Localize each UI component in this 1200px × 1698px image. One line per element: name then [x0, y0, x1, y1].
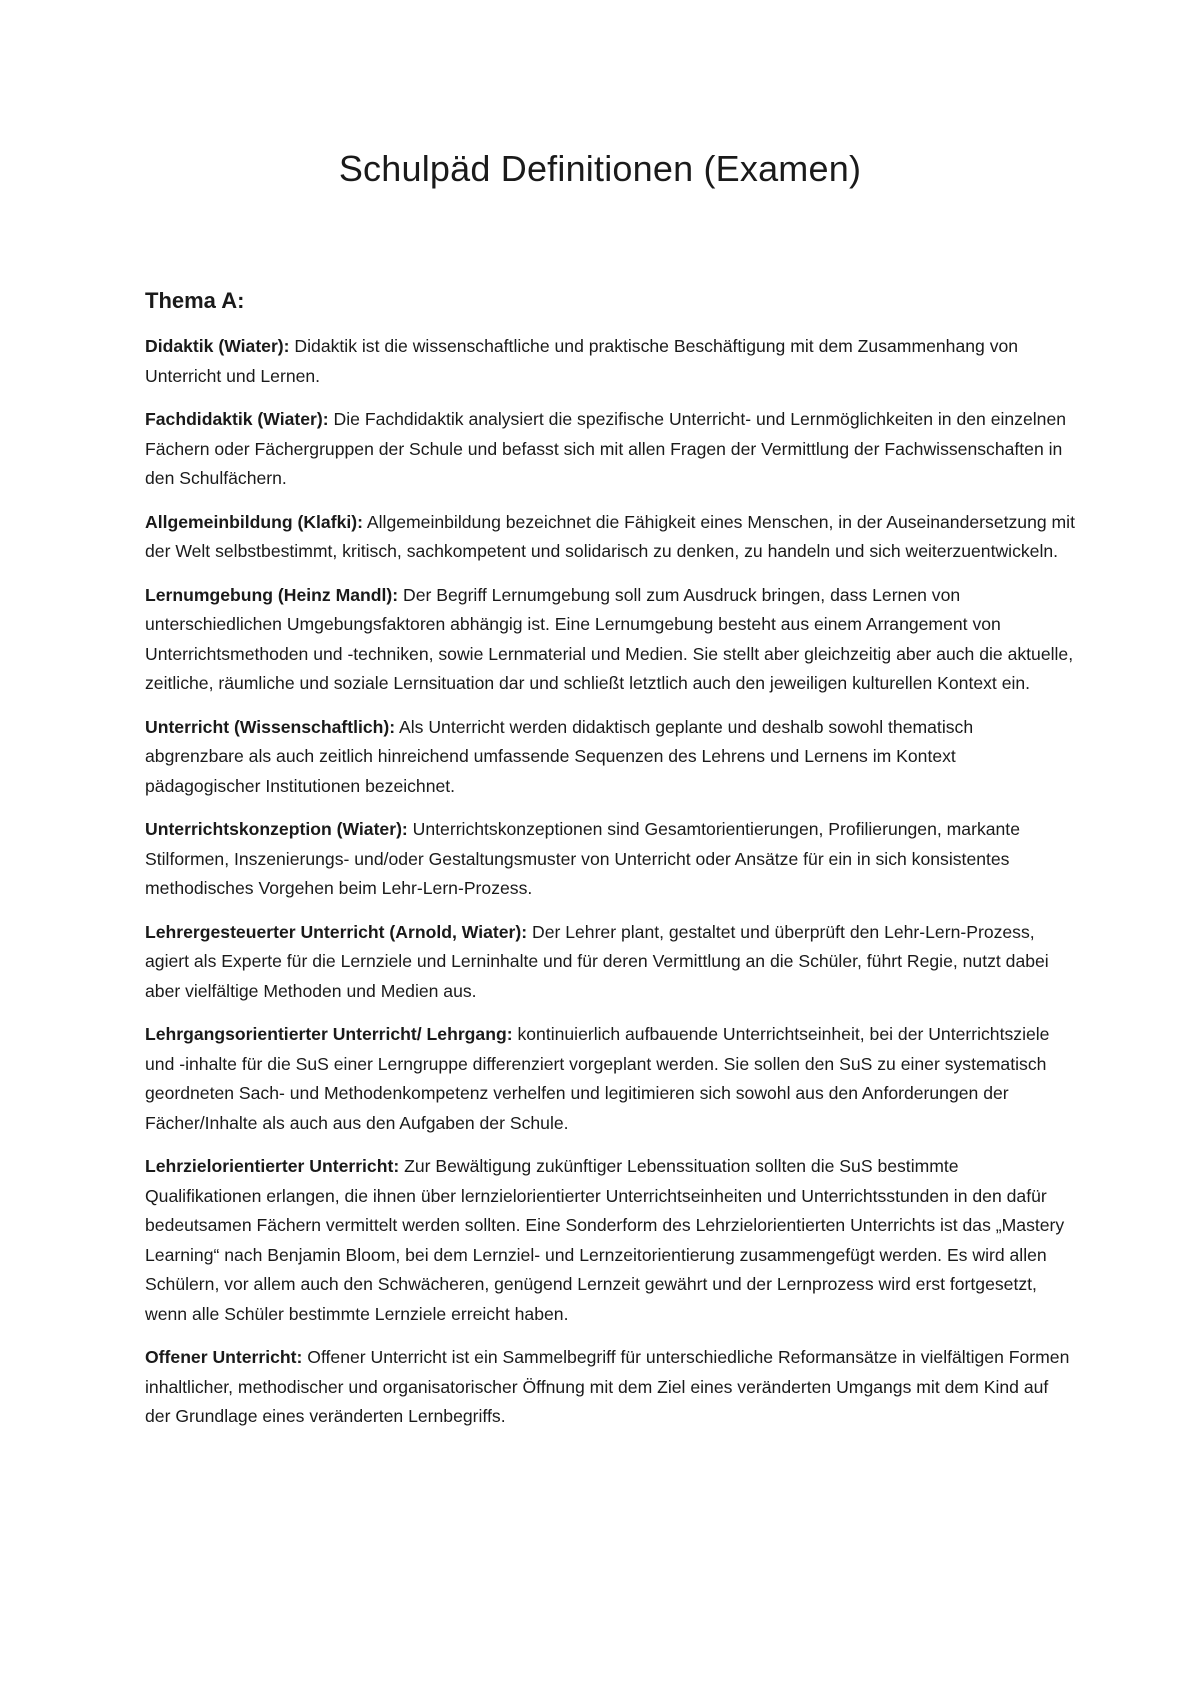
section-heading: Thema A: [145, 288, 245, 313]
definition-text: Allgemeinbildung bezeichnet die Fähigkeit eines Menschen, in der Auseinandersetzung mit der Welt selbstbestimmt, kritisch, sachkompetent und solidarisch zu denken, zu handeln und sich weiterzuentwickeln. [145, 511, 1075, 561]
definition-text: Unterrichtskonzeptionen sind Gesamtorientierungen, Profilierungen, markante Stilformen, Inszenierungs- und/oder Gestaltungsmuster von Unterricht oder Ansätze für ein in sich konsistentes methodisches Vorgehen beim Lehr-Lern-Prozess. [145, 819, 1020, 898]
definition-term: Lernumgebung (Heinz Mandl): [145, 584, 399, 605]
definition-allgemeinbildung [145, 508, 1075, 567]
definition-text: Die Fachdidaktik analysiert die spezifische Unterricht- und Lernmöglichkeiten in den einzelnen Fächern oder Fächergruppen der Schule und befasst sich mit allen Fragen der Vermittlung der Fachwissenschaften in den Schulfächern. [145, 409, 1067, 488]
definition-lehrergesteuerter-unterricht [145, 918, 1075, 1007]
definition-term: Lehrzielorientierter Unterricht: [145, 1156, 400, 1176]
definition-term: Lehrgangsorientierter Unterricht/ Lehrgang: [145, 1024, 513, 1044]
document-body [145, 288, 1075, 1446]
definition-text: Offener Unterricht ist ein Sammelbegriff für unterschiedliche Reformansätze in vielfältigen Formen inhaltlicher, methodischer und organisatorischer Öffnung mit dem Ziel eines veränderten Umgangs mit dem Kind auf der Grundlage eines veränderten Lernbegriffs. [145, 1347, 1070, 1426]
definition-term: Didaktik (Wiater): [145, 336, 290, 356]
definition-term: Unterricht (Wissenschaftlich): [145, 716, 396, 737]
definition-text: kontinuierlich aufbauende Unterrichtseinheit, bei der Unterrichtsziele und -inhalte für die SuS einer Lerngruppe differenziert vorgeplant werden. Sie sollen den SuS zu einer systematisch geordneten Sach- und Methodenkompetenz verhelfen und legitimieren sich sowohl aus den Anforderungen der Fächer/Inhalte als auch aus den Aufgaben der Schule. [145, 1024, 1050, 1133]
definition-term: Fachdidaktik (Wiater): [145, 409, 329, 429]
definition-term: Offener Unterricht: [145, 1347, 303, 1367]
definition-text: Der Lehrer plant, gestaltet und überprüft den Lehr-Lern-Prozess, agiert als Experte für die Lernziele und Lerninhalte und für deren Vermittlung an die Schüler, führt Regie, nutzt dabei aber vielfältige Methoden und Medien aus. [145, 921, 1049, 1001]
definition-offener-unterricht [145, 1343, 1075, 1432]
definition-lernumgebung [145, 581, 1075, 699]
definition-text: Als Unterricht werden didaktisch geplante und deshalb sowohl thematisch abgrenzbare als auch zeitlich hinreichend umfassende Sequenzen des Lehrens und Lernens im Kontext pädagogischer Institutionen bezeichnet. [145, 716, 974, 796]
definition-unterricht [145, 713, 1075, 802]
definition-lehrgangsorientierter-unterricht [145, 1020, 1075, 1138]
definition-term: Lehrergesteuerter Unterricht (Arnold, Wiater): [145, 921, 528, 942]
definition-term: Unterrichtskonzeption (Wiater): [145, 819, 408, 839]
definition-term: Allgemeinbildung (Klafki): [145, 511, 363, 532]
definition-text: Zur Bewältigung zukünftiger Lebenssituation sollten die SuS bestimmte Qualifikationen erlangen, die ihnen über lernzielorientierter Unterrichtseinheiten und Unterrichtsstunden in den dafür bedeutsamen Fächern vermittelt werden sollten. Eine Sonderform des Lehrzielorientierten Unterrichts ist das „Mastery Learning“ nach Benjamin Bloom, bei dem Lernziel- und Lernzeitorientierung zusammengefügt werden. Es wird allen Schülern, vor allem auch den Schwächeren, genügend Lernzeit gewährt und der Lernprozess wird erst fortgesetzt, wenn alle Schüler bestimmte Lernziele erreicht haben. [145, 1156, 1065, 1324]
definition-text: Der Begriff Lernumgebung soll zum Ausdruck bringen, dass Lernen von unterschiedlichen Umgebungsfaktoren abhängig ist. Eine Lernumgebung besteht aus einem Arrangement von Unterrichtsmethoden und -techniken, sowie Lernmaterial und Medien. Sie stellt aber gleichzeitig aber auch die aktuelle, zeitliche, räumliche und soziale Lernsituation dar und schließt letztlich auch den jeweiligen kulturellen Kontext ein. [145, 584, 1074, 693]
definition-fachdidaktik [145, 405, 1075, 494]
document-title: Schulpäd Definitionen (Examen) [338, 148, 862, 189]
definition-didaktik [145, 332, 1075, 391]
definition-text: Didaktik ist die wissenschaftliche und praktische Beschäftigung mit dem Zusammenhang von Unterricht und Lernen. [145, 336, 1019, 386]
definition-unterrichtskonzeption [145, 815, 1075, 904]
definition-lehrzielorientierter-unterricht [145, 1152, 1075, 1329]
